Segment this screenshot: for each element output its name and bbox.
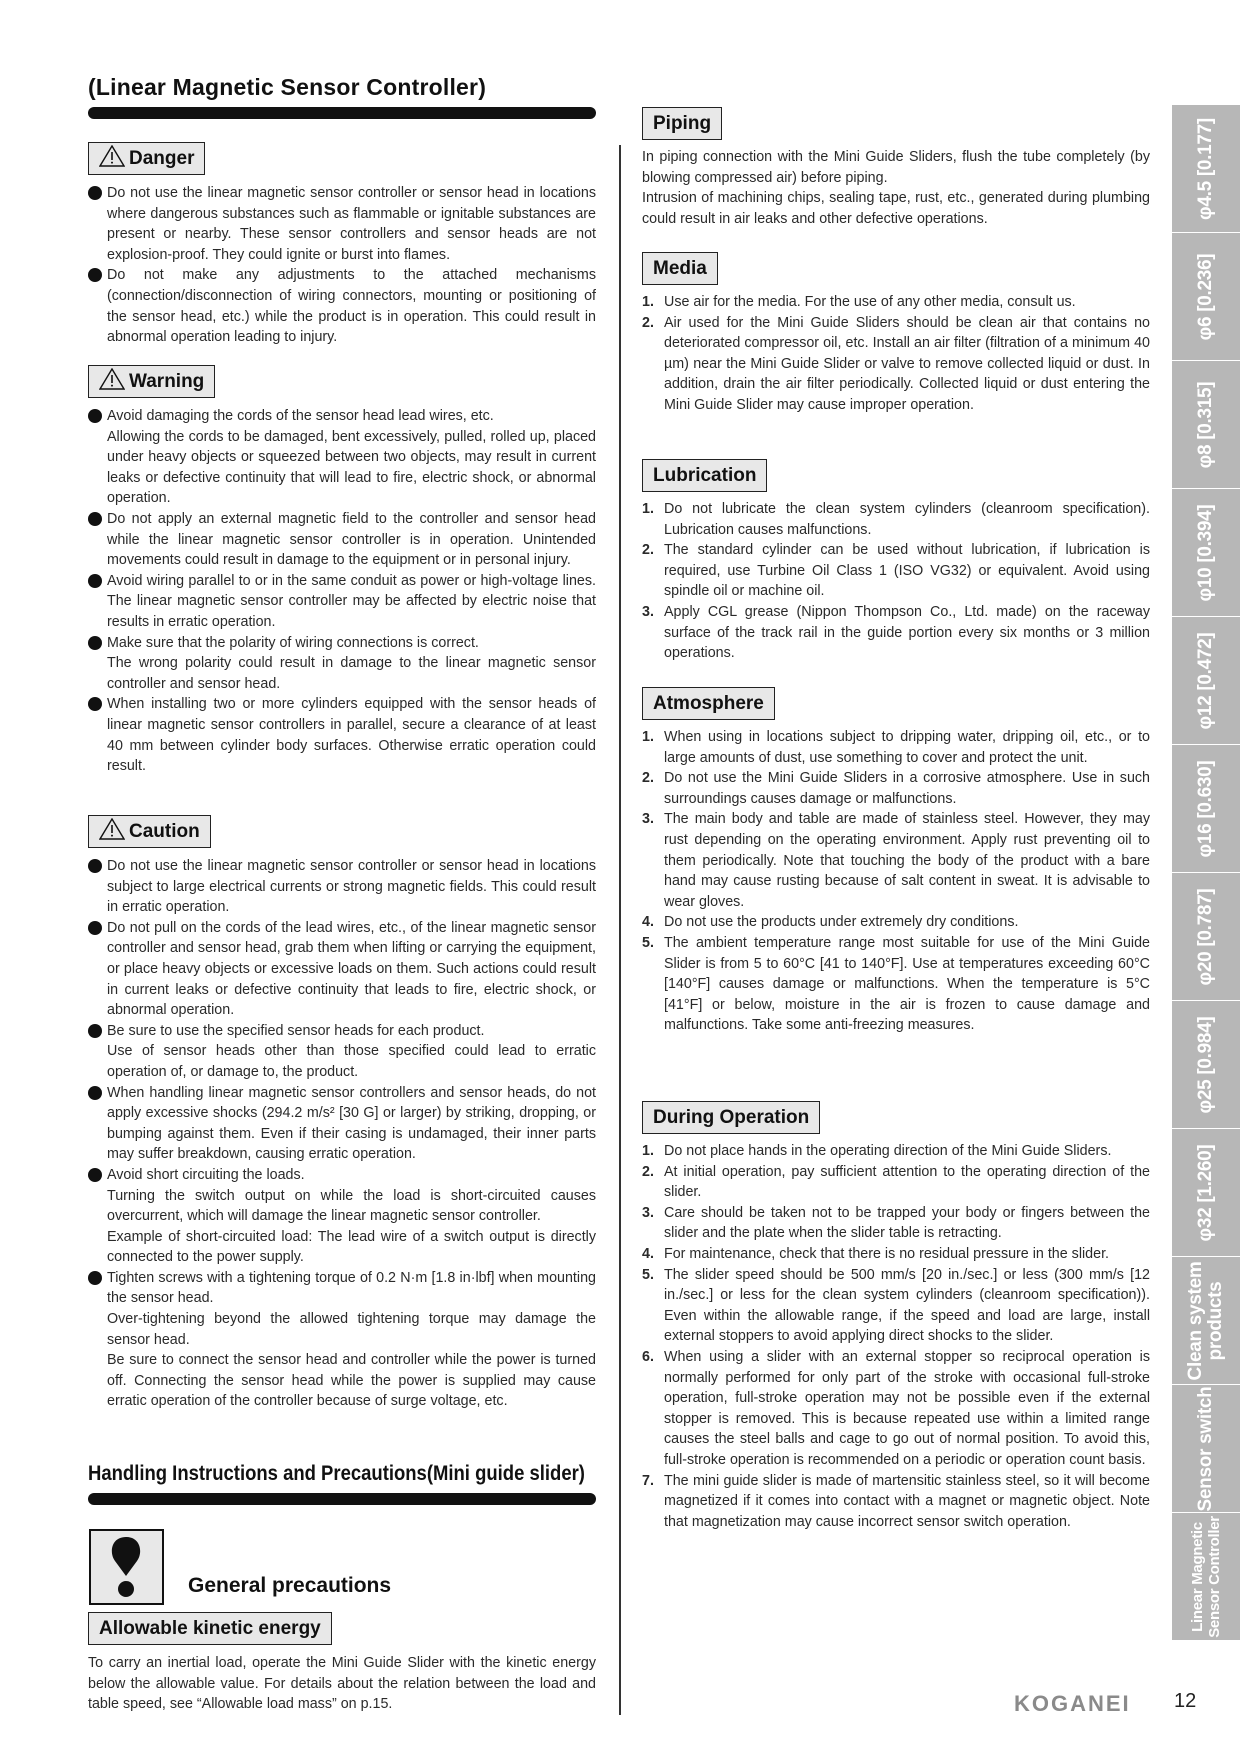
item-number: 2.	[642, 770, 654, 787]
bullet-icon	[88, 921, 102, 935]
list-item-text: Use air for the media. For the use of any other media, consult us.	[664, 294, 1076, 310]
item-number: 1.	[642, 729, 654, 745]
list-item-text: Do not use the linear magnetic sensor controller or sensor head in locations where dangerous substances such as flammable or ignitable substances are present or nearby. These sensor controllers and sensor heads are not explosion-proof. They could ignite or burst into flames.	[107, 185, 596, 263]
item-number: 4.	[642, 1245, 654, 1262]
section-tab[interactable]	[1172, 1001, 1240, 1129]
item-number: 2.	[642, 1163, 654, 1180]
warning-label: Warning	[129, 371, 205, 392]
list-item-text: When installing two or more cylinders equipped with the sensor heads of linear magnetic sensor controllers in parallel, secure a clearance of at least 40 mm between cylinder body surfaces. Otherwise erratic operation could result.	[107, 696, 596, 775]
list-item	[642, 1141, 1150, 1162]
list-item	[642, 1471, 1150, 1533]
list-item	[88, 633, 596, 695]
column-divider	[619, 145, 621, 1715]
list-item	[88, 918, 596, 1021]
list-item-text: Do not lubricate the clean system cylinders (cleanroom specification). Lubrication causes malfunctions.	[664, 501, 1150, 538]
list-item	[642, 912, 1150, 933]
list-item-text: Turning the switch output on while the load is short-circuited causes overcurrent, which will damage the linear magnetic sensor controller.	[107, 1187, 596, 1225]
list-item	[88, 1268, 596, 1412]
section-tab[interactable]	[1172, 105, 1240, 233]
bullet-icon	[88, 186, 102, 200]
item-number: 3.	[642, 1204, 654, 1221]
bullet-icon	[88, 268, 102, 282]
list-item-text: When handling linear magnetic sensor controllers and sensor heads, do not apply excessive shocks (294.2 m/s² [30 G] or larger) by striking, dropping, or bumping against them. Even if their casing is undamaged, their inner parts may suffer breakdown, causing erratic operation.	[107, 1084, 596, 1163]
bullet-icon	[88, 859, 102, 873]
list-item-text: Avoid short circuiting the loads.	[107, 1166, 305, 1183]
item-number: 3.	[642, 811, 654, 828]
general-precautions-heading: General precautions	[188, 1574, 392, 1597]
list-item	[88, 1083, 596, 1165]
list-item-text: At initial operation, pay sufficient attention to the operating direction of the slider.	[664, 1163, 1150, 1201]
list-item	[642, 768, 1150, 809]
list-item	[88, 509, 596, 571]
list-item-text: Air used for the Mini Guide Sliders should be clean air that contains no deteriorated compressor oil, etc. Install an air filter (filtration of a minimum 40 µm) near the Mini Guide Slider or valve to remove collected liquid or dust. In addition, drain the air filter periodically. Collected liquid or dust entering the Mini Guide Slider may cause improper operation.	[664, 314, 1150, 413]
warning-heading	[88, 365, 215, 398]
atmosphere-heading: Atmosphere	[642, 687, 775, 720]
list-item	[642, 602, 1150, 664]
section-tab-label: φ8 [0.315]	[1195, 381, 1216, 468]
list-item	[642, 727, 1150, 768]
danger-heading	[88, 142, 205, 175]
list-item-text: Apply CGL grease (Nippon Thompson Co., Ltd. made) on the raceway surface of the track rail in the guide portion every six months or 3 million operations.	[664, 603, 1150, 662]
item-number: 5.	[642, 1266, 654, 1283]
section-tab-label: Sensor switch	[1195, 1386, 1216, 1511]
list-item-text: Be sure to use the specified sensor heads for each product.	[107, 1022, 485, 1039]
warning-list	[88, 406, 596, 777]
title-rule	[88, 107, 596, 119]
atmosphere-list	[642, 727, 1150, 1036]
list-item-text: Over-tightening beyond the allowed tightening torque may damage the sensor head.	[107, 1311, 596, 1348]
item-number: 4.	[642, 914, 654, 931]
danger-label: Danger	[129, 148, 195, 169]
list-item	[88, 183, 596, 265]
list-item-text: Allowing the cords to be damaged, bent excessively, pulled, rolled up, placed under heavy objects or squeezed between two objects, may result in current leaks or defective continuity that will lead to fire, electric shock, or abnormal operation.	[107, 428, 596, 507]
kinetic-text: To carry an inertial load, operate the Mini Guide Slider with the kinetic energy below the allowable value. For details about the relation between the load and table speed, see “Allowable load mass” on p.15.	[88, 1655, 596, 1713]
media-heading: Media	[642, 252, 718, 285]
section-tab-label: φ12 [0.472]	[1195, 632, 1216, 729]
list-item-text: Avoid wiring parallel to or in the same conduit as power or high-voltage lines. The linear magnetic sensor controller may be affected by electric noise that results in erratic operation.	[107, 572, 596, 630]
list-item	[88, 856, 596, 918]
list-item-text: Be sure to connect the sensor head and controller while the power is turned off. Connecting the sensor head while the power is supplied may cause erratic operation of the controller because of surge voltage, etc.	[107, 1352, 596, 1410]
list-item	[642, 1203, 1150, 1244]
warning-triangle-icon	[99, 368, 125, 398]
bullet-icon	[88, 512, 102, 526]
list-item	[88, 1165, 596, 1268]
section-tab-label: φ10 [0.394]	[1195, 504, 1216, 601]
list-item-text: Care should be taken not to be trapped your body or fingers between the slider and the plate when the slider table is retracting.	[664, 1204, 1150, 1242]
bullet-icon	[88, 1168, 102, 1182]
item-number: 2.	[642, 314, 654, 331]
item-number: 1.	[642, 1143, 654, 1159]
item-number: 1.	[642, 294, 654, 310]
list-item-text: The mini guide slider is made of martensitic stainless steel, so it will become magnetized if it comes into contact with a magnet or magnetic object. Note that magnetization may cause incorrect sensor switch operation.	[664, 1472, 1150, 1530]
list-item-text: For maintenance, check that there is no residual pressure in the slider.	[664, 1245, 1110, 1262]
item-number: 3.	[642, 603, 654, 620]
list-item	[642, 1347, 1150, 1471]
kinetic-heading: Allowable kinetic energy	[88, 1612, 332, 1645]
list-item-text: Do not pull on the cords of the lead wires, etc., of the linear magnetic sensor controller and sensor head, grab them when lifting or carrying the equipment, or place heavy objects or excessive loads on them. Such actions could result in current leaks or defective continuity that leads to fire, electric shock, or abnormal operation.	[107, 919, 596, 1019]
koganei-logo: KOGANEI	[1014, 1691, 1131, 1716]
list-item	[642, 1265, 1150, 1347]
section-tab[interactable]	[1172, 361, 1240, 489]
list-item-text: Do not use the Mini Guide Sliders in a corrosive atmosphere. Use in such surroundings causes damage or malfunctions.	[664, 770, 1150, 807]
list-item-text: Do not use the products under extremely dry conditions.	[664, 914, 1019, 931]
caution-label: Caution	[129, 821, 200, 842]
piping-heading: Piping	[642, 107, 722, 140]
piping-text	[642, 147, 1150, 229]
section-tab-label: φ4.5 [0.177]	[1195, 117, 1216, 220]
item-number: 2.	[642, 542, 654, 559]
section-tab-label: φ6 [0.236]	[1195, 253, 1216, 340]
section-tab-label: Linear Magnetic Sensor Controller	[1189, 1515, 1223, 1638]
list-item-text: The main body and table are made of stainless steel. However, they may rust depending on the operating environment. Apply rust preventing oil to them periodically. Note that touching the body of the product with a bare hand may cause rusting because of salt content in sweat. It is advisable to wear gloves.	[664, 811, 1150, 910]
list-item-text: Do not use the linear magnetic sensor controller or sensor head in locations subject to large electrical currents or strong magnetic fields. This could result in erratic operation.	[107, 858, 596, 916]
list-item-text: Example of short-circuited load: The lead wire of a switch output is directly connected to the power supply.	[107, 1228, 596, 1266]
section-tab-label: φ16 [0.630]	[1195, 760, 1216, 857]
list-item-text: Use of sensor heads other than those specified could lead to erratic operation of, or damage to, the product.	[107, 1043, 596, 1080]
list-item-text: Do not place hands in the operating direction of the Mini Guide Sliders.	[664, 1143, 1112, 1159]
piping-para: In piping connection with the Mini Guide Sliders, flush the tube completely (by blowing compressed air) before piping.	[642, 149, 1150, 186]
caution-list	[88, 856, 596, 1412]
list-item-text: The standard cylinder can be used without lubrication, if lubrication is required, use Turbine Oil Class 1 (ISO VG32) or equivalent. Avoid using spindle oil or machine oil.	[664, 542, 1150, 600]
list-item	[88, 265, 596, 347]
list-item	[88, 406, 596, 509]
section-tab-label: Clean system products	[1185, 1261, 1226, 1380]
list-item	[642, 499, 1150, 540]
list-item	[642, 1244, 1150, 1265]
bullet-icon	[88, 636, 102, 650]
bullet-icon	[88, 574, 102, 588]
section-tab[interactable]	[1172, 617, 1240, 745]
during-operation-heading: During Operation	[642, 1101, 820, 1134]
exclamation-icon	[89, 1529, 164, 1605]
list-item-text: The ambient temperature range most suitable for use of the Mini Guide Slider is from 5 to 60°C [41 to 140°F]. Use at temperatures exceeding 60°C [140°F] causes damage or malfunctions. When the temperature is 5°C [41°F] or below, moisture in the air is frozen to cause damage and malfunctions. Take some anti-freezing measures.	[664, 934, 1150, 1034]
item-number: 1.	[642, 501, 654, 517]
list-item-text: The wrong polarity could result in damage to the linear magnetic sensor controller and sensor head.	[107, 655, 596, 692]
piping-para: Intrusion of machining chips, sealing tape, rust, etc., generated during plumbing could result in air leaks and other defective operations.	[642, 190, 1150, 227]
section-tab[interactable]	[1172, 1385, 1240, 1513]
list-item	[642, 292, 1150, 313]
section-tab[interactable]	[1172, 1513, 1240, 1641]
section-tab[interactable]	[1172, 489, 1240, 617]
list-item-text: When using in locations subject to dripping water, dripping oil, etc., or to large amounts of dust, use something to cover and protect the unit.	[664, 729, 1150, 766]
bullet-icon	[88, 1271, 102, 1285]
list-item-text: Make sure that the polarity of wiring connections is correct.	[107, 634, 479, 651]
bullet-icon	[88, 1024, 102, 1038]
handling-title: Handling Instructions and Precautions(Mini guide slider)	[88, 1462, 585, 1485]
list-item-text: The slider speed should be 500 mm/s [20 in./sec.] or less (300 mm/s [12 in./sec.] or less for the clean system cylinders (cleanroom specification)). Even within the allowable range, if the speed and load are large, install external stoppers to avoid applying direct shocks to the slider.	[664, 1266, 1150, 1345]
section-tabs	[1172, 105, 1240, 1641]
lubrication-heading: Lubrication	[642, 459, 767, 492]
list-item-text: When using a slider with an external stopper so reciprocal operation is normally performed for only part of the stroke with occasional full-stroke operation, full-stroke operation may not be possible even if the external stopper is removed. This is because repeated use within a limited range causes the steel balls and cage to go out of normal position. To avoid this, full-stroke operation is recommended on a periodic or operation count basis.	[664, 1348, 1150, 1468]
item-number: 7.	[642, 1472, 654, 1489]
list-item-text: Avoid damaging the cords of the sensor head lead wires, etc.	[107, 408, 494, 424]
bullet-icon	[88, 1086, 102, 1100]
list-item	[642, 540, 1150, 602]
list-item-text: Do not apply an external magnetic field to the controller and sensor head while the linear magnetic sensor controller is in operation. Unintended movements could result in damage to the equipment or in personal injury.	[107, 510, 596, 569]
section-tab-label: φ25 [0.984]	[1195, 1016, 1216, 1113]
list-item-text: Do not make any adjustments to the attached mechanisms (connection/disconnection of wiring connectors, mounting or positioning of the sensor head, etc.) while the product is in operation. This could result in abnormal operation leading to injury.	[107, 267, 596, 346]
warning-triangle-icon	[99, 818, 125, 848]
item-number: 5.	[642, 934, 654, 951]
media-list	[642, 292, 1150, 416]
list-item	[642, 313, 1150, 416]
during-operation-list	[642, 1141, 1150, 1532]
list-item-text: Tighten screws with a tightening torque of 0.2 N·m [1.8 in·lbf] when mounting the sensor head.	[107, 1269, 596, 1307]
caution-heading	[88, 815, 211, 848]
list-item	[642, 809, 1150, 912]
section-tab[interactable]	[1172, 745, 1240, 873]
list-item	[88, 694, 596, 776]
page-number: 12	[1174, 1690, 1197, 1712]
bullet-icon	[88, 409, 102, 423]
bullet-icon	[88, 697, 102, 711]
list-item	[88, 571, 596, 633]
section-tab[interactable]	[1172, 1257, 1240, 1385]
section-tab[interactable]	[1172, 1129, 1240, 1257]
lubrication-list	[642, 499, 1150, 664]
list-item	[642, 933, 1150, 1036]
danger-list	[88, 183, 596, 348]
section-tab-label: φ32 [1.260]	[1195, 1144, 1216, 1241]
section-tab-label: φ20 [0.787]	[1195, 888, 1216, 985]
list-item	[88, 1021, 596, 1083]
item-number: 6.	[642, 1348, 654, 1365]
handling-rule	[88, 1493, 596, 1505]
warning-triangle-icon	[99, 145, 125, 175]
section-tab[interactable]	[1172, 233, 1240, 361]
section-tab[interactable]	[1172, 873, 1240, 1001]
list-item	[642, 1162, 1150, 1203]
page-title: (Linear Magnetic Sensor Controller)	[88, 74, 487, 100]
